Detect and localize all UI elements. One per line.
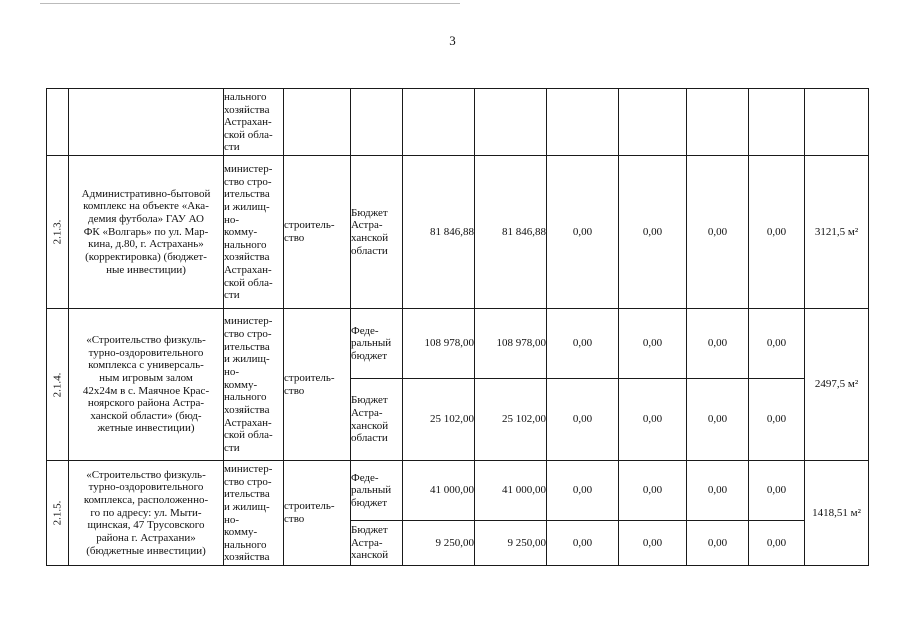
funding-source-line: ральный — [351, 337, 392, 350]
responsible-org-line: ительства — [224, 188, 270, 201]
capacity-cell: 2497,5 м² — [805, 309, 869, 461]
project-name-line: (бюджетные инвестиции) — [86, 544, 206, 557]
amount-v1: 108 978,00 — [475, 309, 547, 379]
funding-source-line: области — [351, 244, 388, 257]
funding-source-line: Бюджет — [351, 524, 388, 537]
amount-v5: 0,00 — [749, 379, 805, 461]
responsible-org — [224, 463, 283, 564]
project-name-line: «Строительство физкуль- — [86, 333, 206, 346]
responsible-org-line: ство стро- — [224, 475, 272, 488]
responsible-org — [224, 315, 283, 454]
amount-v5 — [749, 89, 805, 156]
funding-source-line: ральный — [351, 484, 392, 497]
responsible-org-line: и жилищ- — [224, 200, 270, 213]
responsible-org-line: министер- — [224, 162, 273, 175]
project-name-line: (корректировка) (бюджет- — [85, 250, 207, 263]
amount-v5: 0,00 — [749, 461, 805, 521]
table-row — [47, 461, 869, 521]
project-name-line: кина, д.80, г. Астрахань» — [88, 238, 204, 251]
funding-source-line: ханской — [351, 549, 389, 562]
project-name-line: турно-оздоровительного — [88, 481, 204, 494]
row-number-cell — [47, 156, 69, 309]
project-name-line: щинская, 47 Трусовского — [87, 519, 205, 532]
row-number-cell — [47, 89, 69, 156]
project-name-line: демия футбола» ГАУ АО — [88, 213, 204, 226]
amount-v4: 0,00 — [687, 156, 749, 309]
table-row — [47, 89, 869, 156]
responsible-org-line: ительства — [224, 488, 270, 501]
work-type-line: строитель- — [284, 500, 335, 513]
project-name-cell — [69, 309, 224, 461]
responsible-org-line: нального — [224, 538, 267, 551]
row-number-cell — [47, 461, 69, 566]
project-name-cell — [69, 89, 224, 156]
funding-source-line: Бюджет — [351, 206, 388, 219]
amount-v1: 81 846,88 — [475, 156, 547, 309]
responsible-org-line: ство стро- — [224, 175, 272, 188]
responsible-org-cell — [224, 156, 284, 309]
amount-v4: 0,00 — [687, 461, 749, 521]
responsible-org-line: Астрахан- — [224, 416, 272, 429]
project-name-line: ФК «Волгарь» по ул. Мар- — [83, 225, 209, 238]
funding-source-cell — [351, 89, 403, 156]
amount-v3: 0,00 — [619, 521, 687, 566]
amount-v1 — [475, 89, 547, 156]
responsible-org-line: комму- — [224, 526, 258, 539]
amount-v1: 41 000,00 — [475, 461, 547, 521]
responsible-org-line: сти — [224, 441, 240, 454]
responsible-org — [224, 163, 283, 302]
work-type-cell — [284, 461, 351, 566]
work-type-line: ство — [284, 384, 305, 397]
table-row — [47, 156, 869, 309]
funding-source-line: Феде- — [351, 471, 379, 484]
project-name-line: комплекс на объекте «Ака- — [83, 200, 209, 213]
investment-table — [46, 88, 869, 566]
project-name-cell — [69, 461, 224, 566]
funding-source-line: бюджет — [351, 496, 387, 509]
responsible-org — [224, 91, 283, 154]
funding-source-line: Астра- — [351, 406, 383, 419]
row-number-cell — [47, 309, 69, 461]
page-number: 3 — [449, 33, 456, 48]
amount-total: 41 000,00 — [403, 461, 475, 521]
amount-v3 — [619, 89, 687, 156]
project-name-line: «Строительство физкуль- — [86, 468, 206, 481]
amount-v3: 0,00 — [619, 309, 687, 379]
responsible-org-line: сти — [224, 141, 240, 154]
responsible-org-line: сти — [224, 289, 240, 302]
funding-source-cell — [351, 461, 403, 521]
amount-total: 25 102,00 — [403, 379, 475, 461]
amount-v5: 0,00 — [749, 521, 805, 566]
funding-source-line: Астра- — [351, 219, 383, 232]
responsible-org-line: нального — [224, 391, 267, 404]
amount-v4: 0,00 — [687, 521, 749, 566]
amount-v2: 0,00 — [547, 309, 619, 379]
capacity-cell: 3121,5 м² — [805, 156, 869, 309]
funding-source-cell — [351, 309, 403, 379]
responsible-org-cell — [224, 89, 284, 156]
responsible-org-line: ской обла- — [224, 429, 273, 442]
amount-v4: 0,00 — [687, 379, 749, 461]
work-type-cell — [284, 89, 351, 156]
responsible-org-line: нального — [224, 238, 267, 251]
work-type-line: строитель- — [284, 219, 335, 232]
responsible-org-line: ительства — [224, 340, 270, 353]
amount-v5: 0,00 — [749, 156, 805, 309]
amount-total — [403, 89, 475, 156]
project-name-line: Административно-бытовой — [81, 187, 211, 200]
responsible-org-line: хозяйства — [224, 551, 270, 564]
amount-total: 108 978,00 — [403, 309, 475, 379]
amount-v2: 0,00 — [547, 156, 619, 309]
funding-source-line: ханской — [351, 419, 389, 432]
responsible-org-line: Астрахан- — [224, 116, 272, 129]
row-number: 2.1.4. — [51, 372, 64, 397]
responsible-org-line: Астрахан- — [224, 264, 272, 277]
responsible-org-line: хозяйства — [224, 103, 270, 116]
work-type-line: ство — [284, 513, 305, 525]
table-row — [47, 309, 869, 379]
responsible-org-line: но- — [224, 366, 240, 379]
project-name-line: комплекса, расположенно- — [83, 494, 209, 507]
amount-v1: 9 250,00 — [475, 521, 547, 566]
responsible-org-line: комму- — [224, 226, 258, 239]
capacity-cell — [805, 89, 869, 156]
work-type-cell — [284, 156, 351, 309]
responsible-org-line: ской обла- — [224, 128, 273, 141]
amount-v4: 0,00 — [687, 309, 749, 379]
project-name-line: ным игровым залом — [99, 371, 193, 384]
funding-source-cell — [351, 379, 403, 461]
responsible-org-line: но- — [224, 513, 240, 526]
project-name-line: ные инвестиции) — [106, 263, 186, 276]
amount-v3: 0,00 — [619, 461, 687, 521]
responsible-org-line: хозяйства — [224, 251, 270, 264]
responsible-org-line: и жилищ- — [224, 500, 270, 513]
row-number: 2.1.3. — [51, 219, 64, 245]
responsible-org-line: но- — [224, 213, 240, 226]
responsible-org-line: комму- — [224, 378, 258, 391]
responsible-org-line: министер- — [224, 462, 273, 475]
amount-v3: 0,00 — [619, 156, 687, 309]
responsible-org-line: и жилищ- — [224, 353, 270, 366]
amount-total: 9 250,00 — [403, 521, 475, 566]
project-name-line: ханской области» (бюд- — [90, 409, 202, 422]
responsible-org-cell — [224, 461, 284, 566]
amount-v2 — [547, 89, 619, 156]
funding-source-cell — [351, 156, 403, 309]
project-name-line: го по адресу: ул. Мыти- — [90, 506, 202, 519]
amount-v2: 0,00 — [547, 521, 619, 566]
top-rule — [40, 3, 460, 4]
funding-source-line: Феде- — [351, 324, 379, 337]
project-name-line: жетные инвестиции) — [97, 422, 195, 435]
funding-source-line: ханской — [351, 232, 389, 244]
amount-v5: 0,00 — [749, 309, 805, 379]
work-type-line: ство — [284, 232, 305, 244]
project-name-cell — [69, 156, 224, 309]
funding-source-line: области — [351, 432, 388, 445]
amount-v1: 25 102,00 — [475, 379, 547, 461]
funding-source-line: Бюджет — [351, 394, 388, 407]
project-name-line: 42х24м в с. Маячное Крас- — [82, 384, 210, 397]
funding-source-line: Астра- — [351, 536, 383, 549]
amount-v3: 0,00 — [619, 379, 687, 461]
project-name-line: турно-оздоровительного — [88, 346, 204, 359]
work-type-line: строитель- — [284, 371, 335, 384]
project-name-line: района г. Астрахани» — [96, 531, 196, 544]
funding-source-line: бюджет — [351, 349, 387, 362]
responsible-org-line: министер- — [224, 315, 273, 328]
responsible-org-line: ской обла- — [224, 276, 273, 289]
funding-source-cell — [351, 521, 403, 566]
responsible-org-cell — [224, 309, 284, 461]
project-name-line: комплекса с универсаль- — [88, 359, 204, 372]
amount-v2: 0,00 — [547, 461, 619, 521]
responsible-org-line: хозяйства — [224, 403, 270, 416]
project-name-line: ноярского района Астра- — [87, 397, 205, 410]
amount-v2: 0,00 — [547, 379, 619, 461]
row-number: 2.1.5. — [51, 500, 64, 526]
work-type-cell — [284, 309, 351, 461]
responsible-org-line: нального — [224, 90, 267, 103]
capacity-cell: 1418,51 м² — [805, 461, 869, 566]
amount-v4 — [687, 89, 749, 156]
responsible-org-line: ство стро- — [224, 328, 272, 341]
amount-total: 81 846,88 — [403, 156, 475, 309]
